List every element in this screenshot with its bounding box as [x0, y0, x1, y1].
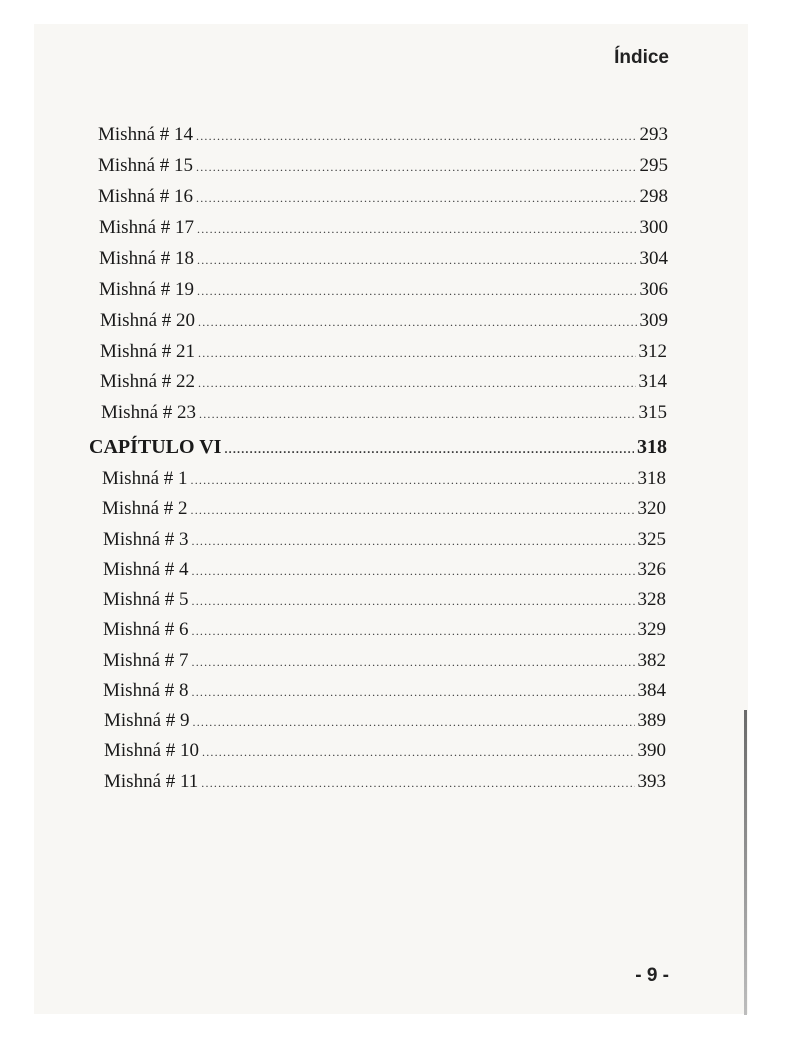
toc-entry-title: Mishná # 9: [104, 710, 190, 731]
toc-entry: [98, 124, 668, 146]
toc-entry-title: Mishná # 21: [100, 341, 195, 362]
toc-dot-leader: [196, 191, 637, 206]
toc-entry-page: 326: [637, 559, 666, 580]
toc-entry: [103, 559, 666, 581]
toc-entry-page: 318: [637, 436, 667, 458]
toc-entry-title: Mishná # 15: [98, 155, 193, 176]
toc-entry: [103, 680, 666, 702]
toc-dot-leader: [198, 346, 636, 361]
toc-entry: [104, 710, 666, 732]
toc-entry: [102, 498, 666, 520]
toc-entry: [98, 155, 668, 177]
toc-dot-leader: [198, 376, 636, 391]
toc-entry-page: 384: [637, 680, 666, 701]
toc-dot-leader: [197, 253, 637, 268]
toc-entry-title: Mishná # 23: [101, 402, 196, 423]
toc-entry-title: Mishná # 1: [102, 468, 188, 489]
toc-dot-leader: [196, 160, 637, 175]
toc-entry-page: 329: [637, 619, 666, 640]
toc-entry: [104, 771, 666, 793]
toc-entry-page: 318: [637, 468, 666, 489]
toc-entry: [98, 186, 668, 208]
page-header: Índice: [614, 47, 669, 68]
toc-entry-title: Mishná # 7: [103, 650, 189, 671]
toc-dot-leader: [198, 315, 637, 330]
toc-entry: [101, 402, 667, 424]
toc-dot-leader: [193, 715, 635, 730]
toc-entry-page: 325: [637, 529, 666, 550]
toc-entry-page: 314: [638, 371, 667, 392]
toc-dot-leader: [201, 776, 634, 791]
toc-entry-title: Mishná # 18: [99, 248, 194, 269]
toc-entry-page: 320: [637, 498, 666, 519]
toc-entry-page: 298: [639, 186, 668, 207]
page-edge-shadow: [744, 710, 747, 1015]
toc-entry-page: 389: [637, 710, 666, 731]
toc-entry-title: Mishná # 8: [103, 680, 189, 701]
toc-dot-leader: [199, 407, 636, 422]
page-number: - 9 -: [635, 965, 669, 986]
toc-entry: [100, 341, 667, 363]
toc-entry: [100, 371, 667, 393]
toc-entry-title: Mishná # 4: [103, 559, 189, 580]
toc-entry: [99, 248, 668, 270]
toc-entry-title: Mishná # 3: [103, 529, 189, 550]
toc-entry-title: Mishná # 2: [102, 498, 188, 519]
toc-entry-title: Mishná # 14: [98, 124, 193, 145]
toc-dot-leader: [224, 442, 634, 457]
toc-entry: [100, 310, 668, 332]
toc-entry-page: 306: [639, 279, 668, 300]
toc-entry: [103, 650, 666, 672]
toc-chapter-title: CAPÍTULO VI: [89, 436, 222, 458]
toc-entry-title: Mishná # 17: [99, 217, 194, 238]
toc-entry-page: 304: [639, 248, 668, 269]
toc-entry-title: Mishná # 10: [104, 740, 199, 761]
toc-dot-leader: [192, 594, 635, 609]
toc-entry: [103, 529, 666, 551]
toc-dot-leader: [191, 473, 635, 488]
toc-entry-page: 382: [637, 650, 666, 671]
toc-entry-title: Mishná # 11: [104, 771, 199, 792]
toc-dot-leader: [197, 284, 637, 299]
toc-entry-page: 390: [637, 740, 666, 761]
toc-entry-page: 312: [638, 341, 667, 362]
toc-entry: [103, 619, 666, 641]
toc-entry-page: 295: [639, 155, 668, 176]
toc-dot-leader: [192, 624, 635, 639]
toc-entry-title: Mishná # 5: [103, 589, 189, 610]
toc-dot-leader: [197, 222, 637, 237]
toc-entry-title: Mishná # 22: [100, 371, 195, 392]
toc-entry-title: Mishná # 6: [103, 619, 189, 640]
toc-dot-leader: [192, 534, 635, 549]
toc-entry-page: 328: [637, 589, 666, 610]
toc-entry-title: Mishná # 16: [98, 186, 193, 207]
toc-entry: [99, 217, 668, 239]
toc-entry-page: 300: [639, 217, 668, 238]
toc-chapter-entry: [89, 436, 667, 459]
toc-dot-leader: [192, 564, 635, 579]
toc-entry: [103, 589, 666, 611]
toc-entry-page: 393: [637, 771, 666, 792]
toc-dot-leader: [191, 503, 635, 518]
toc-entry: [102, 468, 666, 490]
toc-entry-page: 293: [639, 124, 668, 145]
toc-dot-leader: [192, 685, 635, 700]
toc-dot-leader: [196, 129, 637, 144]
toc-entry-title: Mishná # 19: [99, 279, 194, 300]
toc-dot-leader: [192, 655, 635, 670]
toc-entry-title: Mishná # 20: [100, 310, 195, 331]
toc-dot-leader: [202, 745, 635, 760]
toc-entry-page: 315: [638, 402, 667, 423]
toc-entry: [99, 279, 668, 301]
toc-entry: [104, 740, 666, 762]
toc-entry-page: 309: [639, 310, 668, 331]
